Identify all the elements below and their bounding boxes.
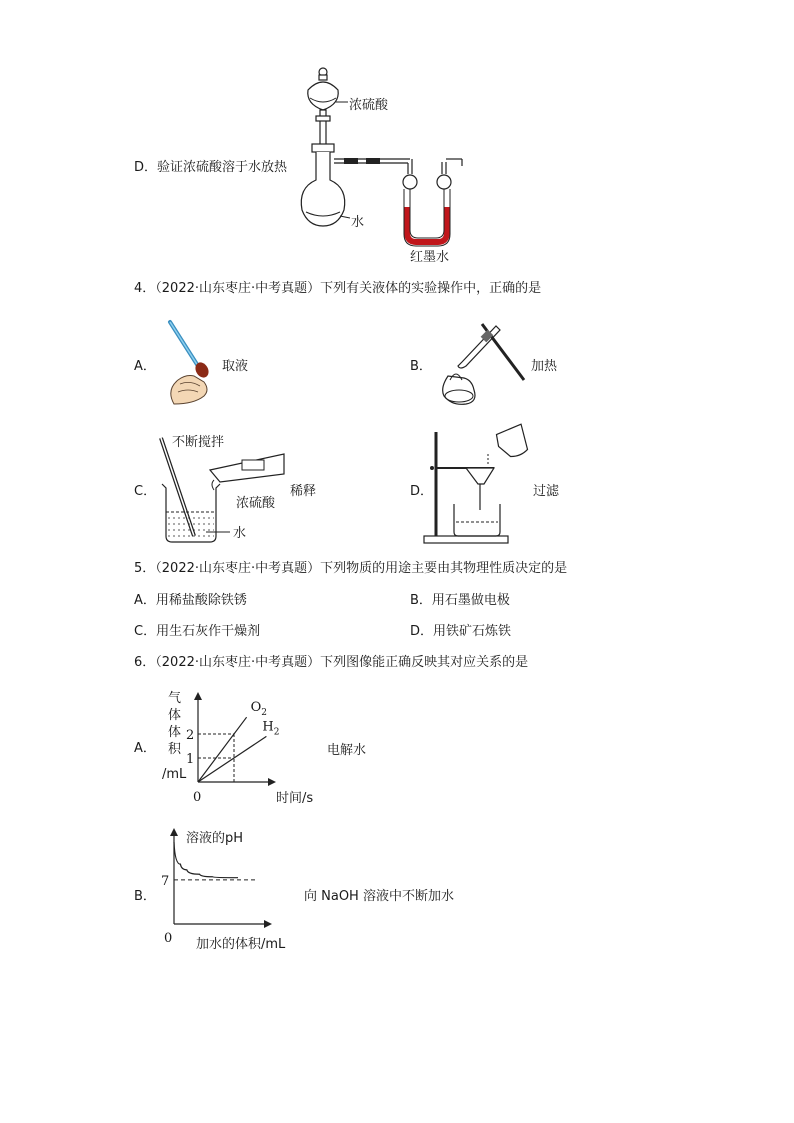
reference-line-label: 7 bbox=[161, 873, 170, 889]
q3-option-d bbox=[134, 156, 287, 175]
option-letter: D． bbox=[134, 160, 158, 175]
q5-option-c: C．用生石灰作干燥剂 bbox=[134, 624, 261, 639]
series-label-H2: $H_2$ bbox=[262, 719, 280, 738]
y-axis-title: 溶液的pH bbox=[186, 831, 244, 846]
q5-option-b: B．用石墨做电极 bbox=[410, 593, 510, 608]
y-axis-title-unit: /mL bbox=[162, 767, 187, 782]
origin-label: 0 bbox=[164, 931, 173, 946]
series-label-O2: $O_2$ bbox=[250, 700, 268, 719]
y-axis-title-char: 体 bbox=[168, 708, 182, 723]
y-axis-arrow bbox=[194, 692, 202, 700]
x-axis-arrow bbox=[268, 778, 276, 786]
q4-option-c-water-label: 水 bbox=[233, 526, 247, 541]
q4-option-d-letter: D． bbox=[410, 484, 434, 499]
q4-option-c-dilute-label: 稀释 bbox=[290, 484, 317, 499]
q6-option-b-letter: B． bbox=[134, 889, 156, 904]
series-line-O2 bbox=[198, 717, 247, 782]
label-water: 水 bbox=[351, 215, 365, 230]
q4-option-a-text: 取液 bbox=[222, 359, 249, 374]
q6-stem: 6．（2022·山东枣庄·中考真题）下列图像能正确反映其对应关系的是 bbox=[134, 655, 529, 670]
q4-option-c-acid-label: 浓硫酸 bbox=[236, 496, 276, 511]
q4-option-a-letter: A． bbox=[134, 359, 156, 374]
ph-dilution-chart bbox=[158, 826, 308, 952]
y-axis-title-char: 积 bbox=[168, 742, 182, 757]
q5-option-a: A．用稀盐酸除铁锈 bbox=[134, 593, 247, 608]
y-tick-label: 2 bbox=[186, 728, 195, 743]
y-axis-arrow bbox=[170, 828, 178, 836]
q4-option-d-text: 过滤 bbox=[533, 484, 560, 499]
origin-label: 0 bbox=[193, 790, 202, 805]
q5-stem: 5．（2022·山东枣庄·中考真题）下列物质的用途主要由其物理性质决定的是 bbox=[134, 561, 568, 576]
q6-option-a-text: 电解水 bbox=[327, 743, 367, 758]
x-axis-arrow bbox=[264, 920, 272, 928]
filtration-figure bbox=[422, 418, 532, 548]
x-axis-title: 时间/s bbox=[276, 791, 314, 806]
x-axis-title: 加水的体积/mL bbox=[196, 937, 286, 952]
heating-test-tube-figure bbox=[426, 318, 530, 408]
q4-stem: 4．（2022·山东枣庄·中考真题）下列有关液体的实验操作中，正确的是 bbox=[134, 281, 542, 296]
q6-option-b-text: 向 NaOH 溶液中不断加水 bbox=[304, 889, 454, 904]
option-text: 验证浓硫酸溶于水放热 bbox=[157, 160, 288, 175]
y-tick-label: 1 bbox=[186, 752, 195, 767]
label-red-ink: 红墨水 bbox=[410, 250, 450, 265]
label-concentrated-acid: 浓硫酸 bbox=[349, 98, 389, 113]
electrolysis-volume-chart bbox=[156, 686, 326, 810]
dilution-figure bbox=[158, 436, 288, 546]
y-axis-title-char: 气 bbox=[168, 691, 182, 706]
q6-option-a-letter: A． bbox=[134, 741, 156, 756]
series-line-H2 bbox=[198, 736, 266, 782]
dropper-hand-figure bbox=[164, 320, 220, 408]
q4-option-c-letter: C． bbox=[134, 484, 157, 499]
q4-option-b-text: 加热 bbox=[531, 359, 558, 374]
q4-option-c-stir-label: 不断搅拌 bbox=[172, 435, 225, 450]
q4-option-b-letter: B． bbox=[410, 359, 432, 374]
q5-option-d: D．用铁矿石炼铁 bbox=[410, 624, 512, 639]
y-axis-title-char: 体 bbox=[168, 725, 182, 740]
separatory-funnel bbox=[308, 82, 338, 110]
ph-curve bbox=[174, 842, 238, 878]
